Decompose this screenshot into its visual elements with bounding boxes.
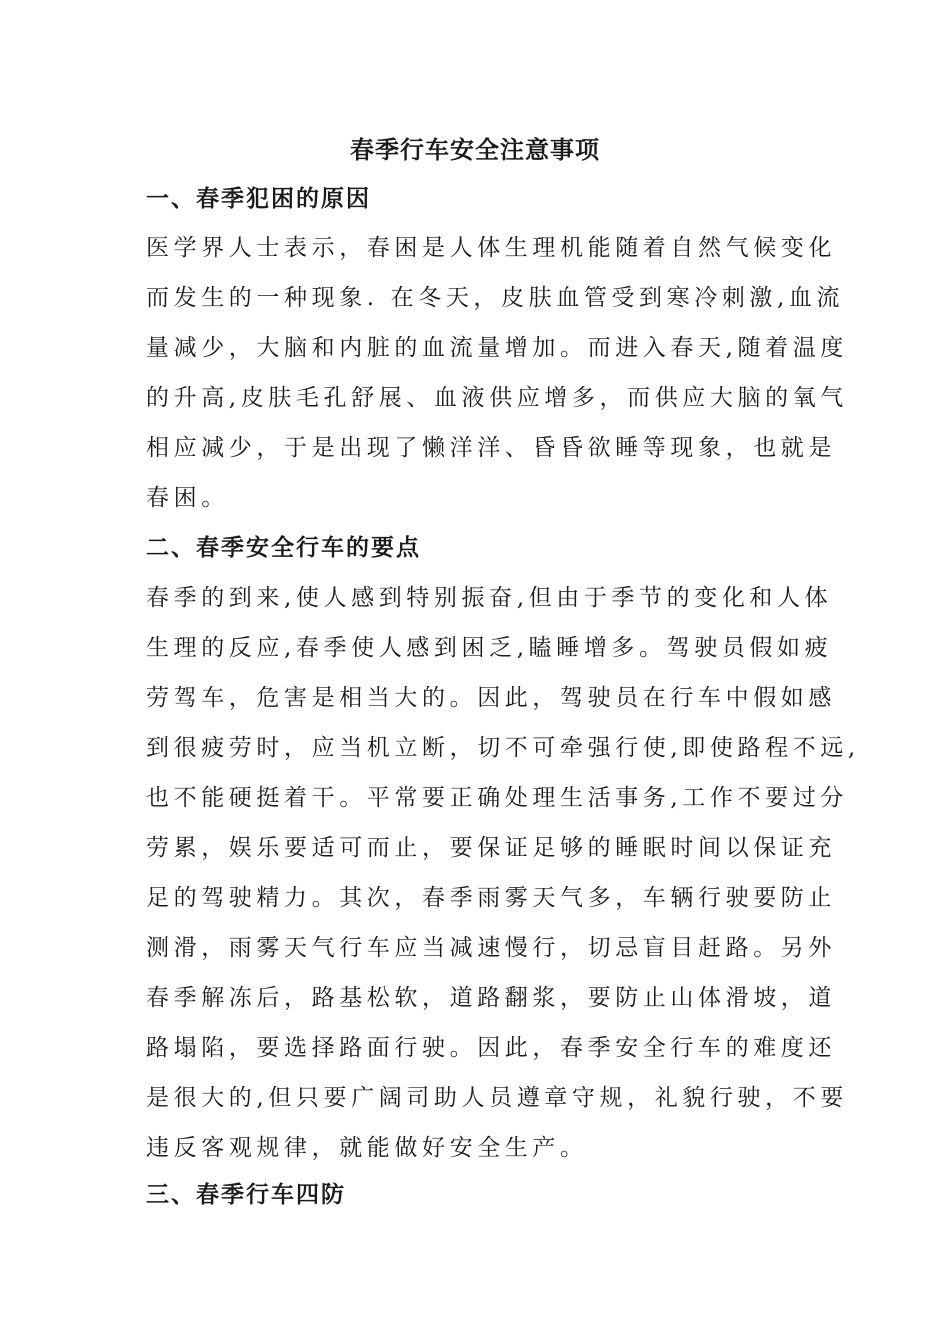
paragraph-line: 相应减少，于是出现了懒洋洋、昏昏欲睡等现象，也就是: [146, 435, 836, 461]
paragraph-line: 测滑，雨雾天气行车应当减速慢行，切忌盲目赶路。另外: [146, 935, 836, 961]
paragraph-line: 春季的到来,使人感到特别振奋,但由于季节的变化和人体: [146, 585, 833, 611]
document-title: 春季行车安全注意事项: [350, 135, 600, 164]
paragraph-line: 的升高,皮肤毛孔舒展、血液供应增多，而供应大脑的氧气: [146, 385, 848, 411]
paragraph-line: 而发生的一种现象. 在冬天，皮肤血管受到寒冷刺激,血流: [146, 285, 845, 311]
paragraph-line: 是很大的,但只要广阔司助人员遵章守规，礼貌行驶，不要: [146, 1085, 848, 1111]
paragraph-line: 违反客观规律，就能做好安全生产。: [146, 1135, 588, 1161]
paragraph-line: 劳累，娱乐要适可而止，要保证足够的睡眠时间以保证充: [146, 835, 836, 861]
section-heading-3: 三、春季行车四防: [146, 1181, 346, 1208]
paragraph-line: 春困。: [146, 485, 229, 511]
section-paragraph-1: [146, 223, 848, 523]
paragraph-line: 到很疲劳时，应当机立断，切不可牵强行使,即使路程不远,: [146, 735, 860, 761]
section-paragraph-2: [146, 573, 860, 1173]
paragraph-line: 足的驾驶精力。其次，春季雨雾天气多，车辆行驶要防止: [146, 885, 836, 911]
section-heading-1: 一、春季犯困的原因: [146, 185, 371, 212]
paragraph-line: 也不能硬挺着干。平常要正确处理生活事务,工作不要过分: [146, 785, 848, 811]
paragraph-line: 劳驾车，危害是相当大的。因此，驾驶员在行车中假如感: [146, 685, 836, 711]
paragraph-line: 生理的反应,春季使人感到困乏,瞌睡增多。驾驶员假如疲: [146, 635, 833, 661]
paragraph-line: 春季解冻后，路基松软，道路翻浆，要防止山体滑坡，道: [146, 985, 836, 1011]
paragraph-line: 路塌陷，要选择路面行驶。因此，春季安全行车的难度还: [146, 1035, 836, 1061]
paragraph-line: 医学界人士表示，春困是人体生理机能随着自然气候变化: [146, 235, 836, 261]
section-heading-2: 二、春季安全行车的要点: [146, 534, 421, 561]
paragraph-line: 量减少，大脑和内脏的血流量增加。而进入春天,随着温度: [146, 335, 848, 361]
